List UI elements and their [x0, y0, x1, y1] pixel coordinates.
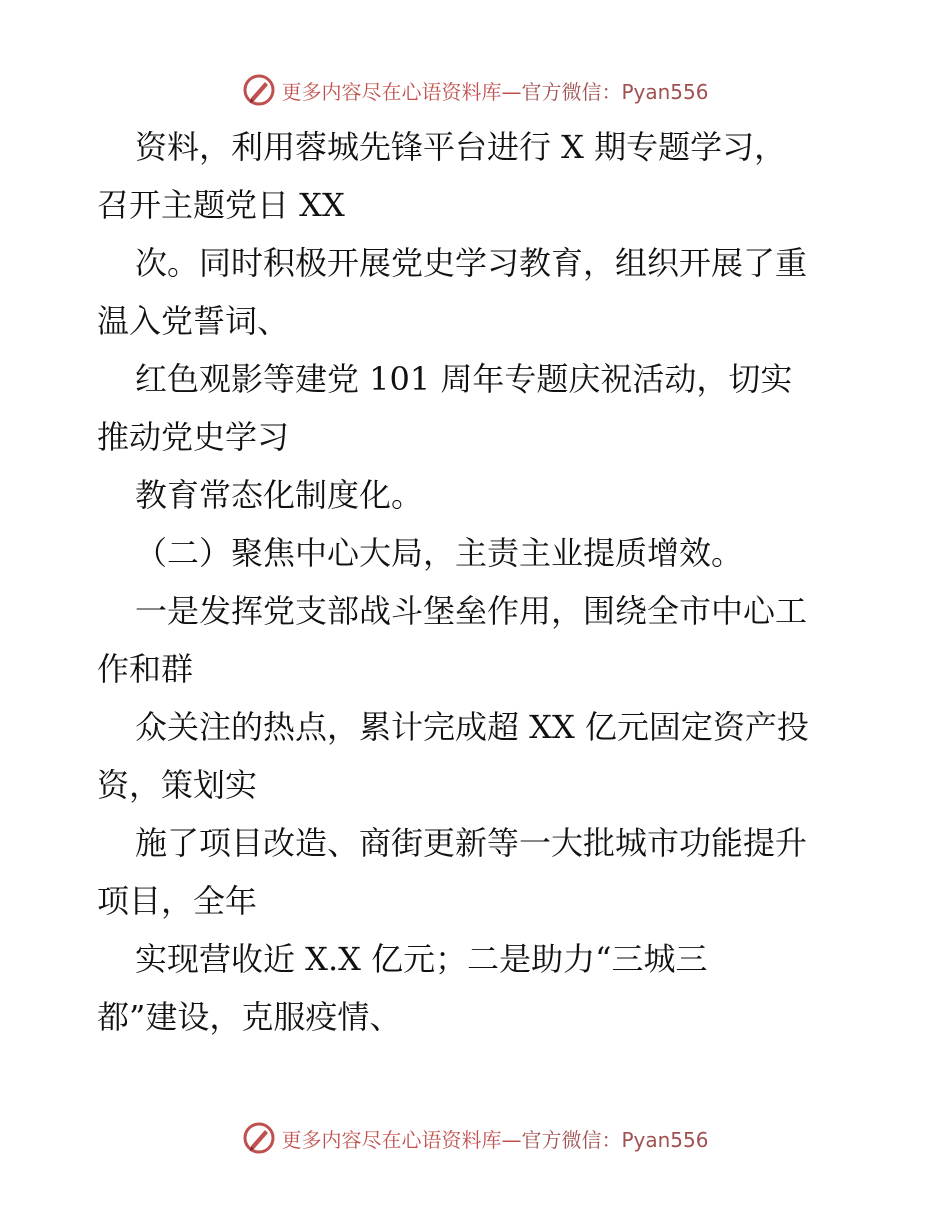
- banner-text: 更多内容尽在心语资料库—官方微信：Pyan556: [281, 79, 709, 104]
- text-line: 都”建设，克服疫情、: [97, 998, 402, 1036]
- footer-banner: [0, 1118, 950, 1158]
- header-banner: [0, 70, 950, 110]
- text-line: 次。同时积极开展党史学习教育，组织开展了重: [135, 244, 808, 282]
- text-line: 项目，全年: [97, 882, 258, 920]
- pen-circle-logo-icon: [241, 72, 277, 108]
- text-line: 资，策划实: [97, 766, 258, 804]
- text-line: 召开主题党日 XX: [97, 186, 345, 224]
- banner-text: 更多内容尽在心语资料库—官方微信：Pyan556: [281, 1127, 709, 1152]
- text-line: 推动党史学习: [97, 418, 290, 456]
- pen-circle-logo-icon: [241, 1120, 277, 1156]
- text-line: 红色观影等建党 101 周年专题庆祝活动，切实: [135, 360, 793, 398]
- text-line: 众关注的热点，累计完成超 XX 亿元固定资产投: [135, 708, 809, 746]
- text-line: 资料，利用蓉城先锋平台进行 X 期专题学习，: [135, 128, 787, 166]
- text-line: 实现营收近 X.X 亿元；二是助力“三城三: [135, 940, 708, 978]
- text-line: 一是发挥党支部战斗堡垒作用，围绕全市中心工: [135, 592, 808, 630]
- text-line: 温入党誓词、: [97, 302, 290, 340]
- text-line: 作和群: [97, 650, 194, 688]
- section-heading: （二）聚焦中心大局，主责主业提质增效。: [135, 534, 744, 572]
- document-body: [97, 118, 857, 1046]
- text-line: 教育常态化制度化。: [135, 476, 424, 514]
- text-line: 施了项目改造、商街更新等一大批城市功能提升: [135, 824, 808, 862]
